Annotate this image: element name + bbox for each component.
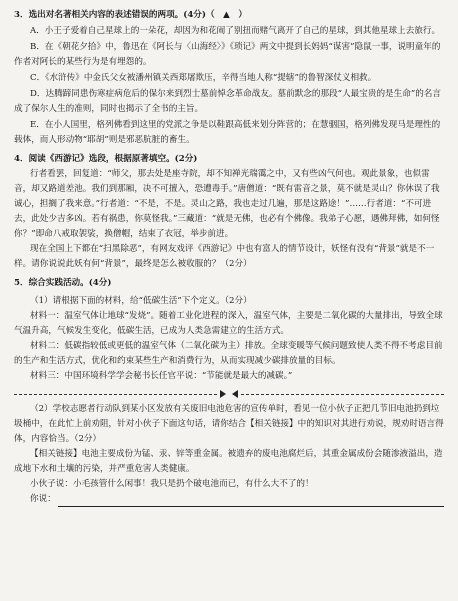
triangle-right-icon [220,390,226,398]
material-2: 材料二：低碳指较低或更低的温室气体（二氧化碳为主）排放。全球变暖等气候问题致使人类不得不考虑目前的生产和生活方式，优化和约束某些生产和消费行为，从而实现减少碳排放量的目标。 [14,341,443,366]
option-b: B．在《朝花夕拾》中，鲁迅在《阿长与〈山海经〉》《琐记》两文中提到长妈妈“谋害”隐鼠一事，说明童年的作者对阿长的某些行为是有埋怨的。 [14,42,441,67]
material-3: 材料三：中国环境科学学会秘书长任官平说：“节能就是最大的减碳。” [30,371,293,381]
option-e: E．在小人国里，格列佛看到这里的党派之争是以鞋跟高低来划分阵营的；在慧骃国，格列佛发现马是理性的载体，而人形动物“耶胡”则是邪恶肮脏的畜生。 [14,120,441,145]
you-say-label: 你说： [30,494,56,504]
question-4-prompt: 现在全国上下都在“扫黑除恶”，有网友戏评《西游记》中也有富人的情节设计，妖怪有没有“背景”就是不一样。请你说说此妖有何“背景”，最终是怎么被收服的？（2分） [14,244,435,269]
sub-question-2: （2）学校志愿者行动队到某小区发放有关废旧电池危害的宣传单时，看见一位小伙子正把几节旧电池扔到垃圾桶中，在此忙上前劝阻，针对小伙子下面这句话，请你结合【相关链接】中的知识对其进行劝说，规劝时语言得体，内容恰当。（2分） [14,404,444,444]
option-c: C．《水浒传》中金氏父女被潘州镇关西郑屠欺压，辛得当地人称“提辖”的鲁智深仗义相救。 [30,73,377,83]
cut-line-divider [14,390,444,398]
option-a: A．小王子爱着自己星球上的一朵花，却因为和花闹了别扭而赌气离开了自己的星球，到其他星球上去旅行。 [30,26,441,36]
dash-left [14,394,217,395]
answer-line[interactable] [14,492,444,507]
question-3 [14,8,444,148]
related-link: 【相关链接】电池主要成份为锰、汞、锌等重金属。被遗弃的废电池腐烂后，其重金属成份会随渗液溢出，造成地下水和土壤的污染，并严重危害人类健康。 [14,449,443,474]
question-4 [14,152,444,272]
question-5-title: 5．综合实践活动。(4分) [14,278,112,288]
dash-right [241,394,444,395]
material-1: 材料一：温室气体让地球“发烧”。随着工业化进程的深入，温室气体，主要是二氧化碳的大量排出，导致全球气温升高，气候发生变化，低碳生活，已成为人类急需建立的生活方式。 [14,311,443,336]
answer-blank[interactable] [58,495,444,507]
option-d: D．达腾蹄同患伤寒症病危后的保尔来到烈士墓前悼念革命战友。墓前默念的那段“人最宝贵的是生命”的名言成了保尔人生的准则，同时也揭示了全书的主旨。 [14,89,441,114]
question-3-title: 3．选出对名著相关内容的表述错误的两项。(4分)（ ▲ ） [14,10,247,20]
passage-excerpt: 行者看罢，回复道：“师父，那去处是座寺院，却不知禅光瑞霭之中，又有些凶气何也。观此景象，也似雷音，却又路道差池。我们到那厢，决不可擅入，恐遭毒手。”唐僧道：“既有雷音之景，莫不就是灵山？你休误了我诚心，担搁了我来意。”行者道：“不是，不是。灵山之路，我也走过几遍，那是这路途！”……行者道：“不可进去，此处少吉多凶。若有祸患，你莫怪我。”三藏道：“就是无佛，也必有个佛像。我弟子心愿，遇佛拜佛，如何怪你？”即命八戒取袈裟，换僧帽，结束了衣冠，举步前进。 [14,169,440,239]
sub-question-1: （1）请根据下面的材料，给“低碳生活”下个定义。（2分） [30,296,252,306]
question-5 [14,276,444,507]
triangle-left-icon [232,390,238,398]
question-4-title: 4．阅读《西游记》选段，根据原著填空。(2分) [14,154,198,164]
young-man-quote: 小伙子说：小毛孩管什么闲事！我只是扔个破电池而已，有什么大不了的！ [30,479,314,489]
